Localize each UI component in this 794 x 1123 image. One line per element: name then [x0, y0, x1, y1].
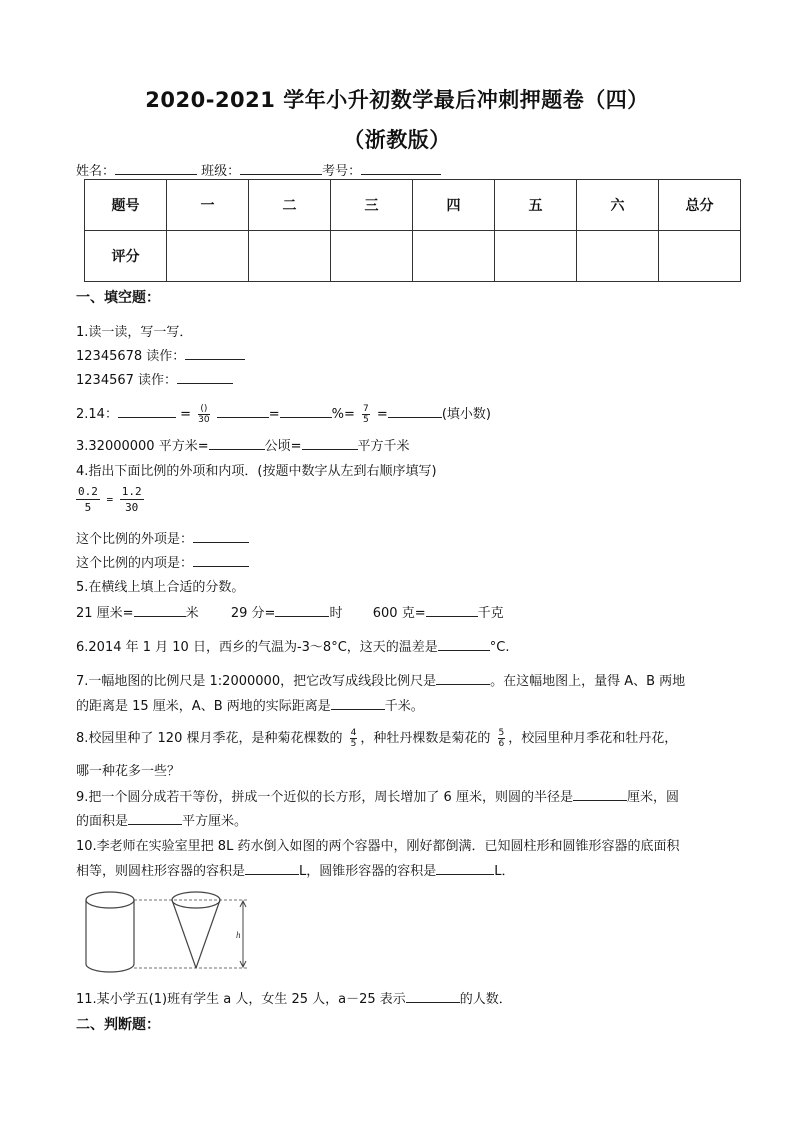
header-cell: 六: [577, 180, 659, 231]
q4-outer: [76, 528, 249, 547]
q5-blank-a[interactable]: [134, 604, 186, 617]
q4-inner-label: 这个比例的内项是：: [76, 556, 194, 571]
q11-blank[interactable]: [406, 990, 460, 1003]
q10-l2a: 相等，则圆柱形容器的容积是: [76, 864, 246, 879]
exam-no-blank[interactable]: [361, 162, 441, 175]
cylinder-top: [86, 892, 134, 908]
page-subtitle: （浙教版）: [343, 128, 451, 152]
q1-a-label: 12345678 读作：: [76, 349, 186, 364]
height-label: h: [236, 930, 241, 940]
q7-l2b: 千米。: [384, 699, 424, 714]
cone-left-edge: [172, 900, 196, 968]
section-2-heading: 二、判断题：: [76, 1017, 160, 1033]
q9-l2b: 平方厘米。: [182, 814, 248, 829]
q5-b2: 时: [329, 606, 343, 621]
q5-blank-c[interactable]: [426, 604, 478, 617]
q1-b-label: 1234567 读作：: [76, 373, 178, 388]
score-cell[interactable]: [659, 231, 741, 282]
q9-blank-1[interactable]: [573, 788, 627, 801]
q4-fraction-1: [76, 484, 100, 515]
cylinder-bottom: [86, 964, 134, 972]
q2-frac2-num: 7: [363, 404, 369, 414]
q6-prefix: 6.2014 年 1 月 10 日，西乡的气温为-3～8°C，这天的温差是: [76, 640, 438, 655]
q4-f1-den: 5: [84, 501, 92, 514]
q2-eq: =: [376, 407, 388, 422]
q4-f1-num: 0.2: [78, 485, 98, 498]
q8-line1: [76, 727, 677, 749]
q6-blank[interactable]: [438, 638, 490, 651]
q4-text: 4.指出下面比例的外项和内项．(按题中数字从左到右顺序填写): [76, 464, 437, 479]
header-cell: 题号: [85, 180, 167, 231]
q11-a: 11.某小学五(1)班有学生 a 人，女生 25 人，a－25 表示: [76, 992, 406, 1007]
q8-f1-num: 4: [350, 728, 357, 738]
q7-blank-1[interactable]: [436, 672, 490, 685]
header-cell: 二: [249, 180, 331, 231]
q2-eq: =: [268, 407, 280, 422]
q1-b: [76, 369, 233, 388]
q6-suffix: °C.: [489, 640, 510, 655]
score-table: [84, 179, 741, 282]
q4-inner-blank[interactable]: [193, 554, 249, 567]
q1-a: [76, 345, 245, 364]
q5-blank-b[interactable]: [275, 604, 329, 617]
page-title: 2020-2021 学年小升初数学最后冲刺押题卷（四）: [145, 88, 649, 112]
q4-inner: [76, 552, 249, 571]
q1-a-blank[interactable]: [185, 347, 245, 360]
q2-frac1-den: 30: [198, 415, 210, 425]
q2-frac2-den: 5: [363, 415, 369, 425]
q10-line1: 10.李老师在实验室里把 8L 药水倒入如图的两个容器中，刚好都倒满．已知圆柱形和圆锥形容器的底面积: [76, 839, 680, 854]
score-cell[interactable]: [413, 231, 495, 282]
q9-blank-2[interactable]: [128, 812, 182, 825]
header-cell: 一: [167, 180, 249, 231]
q3-blank-1[interactable]: [209, 437, 265, 450]
q5-b1: 29 分=: [230, 606, 276, 621]
q2-blank-3[interactable]: [280, 405, 332, 418]
class-blank[interactable]: [240, 162, 322, 175]
q10-line2: [76, 860, 515, 879]
q3-suffix: 平方千米: [357, 439, 410, 454]
q8-c: ，校园里种月季花和牡丹花，: [508, 731, 678, 746]
header-cell: 三: [331, 180, 413, 231]
name-label: 姓名：: [76, 164, 116, 179]
q4-eq: =: [106, 493, 114, 506]
q2-suffix: (填小数): [441, 407, 491, 422]
q4-outer-label: 这个比例的外项是：: [76, 532, 194, 547]
score-cell[interactable]: [249, 231, 331, 282]
score-table-score-row: [85, 231, 741, 282]
q1-text: 1.读一读，写一写．: [76, 325, 193, 340]
q10-blank-1[interactable]: [245, 862, 299, 875]
name-blank[interactable]: [115, 162, 197, 175]
q1-b-blank[interactable]: [177, 371, 233, 384]
q5-c1: 600 克=: [372, 606, 426, 621]
q2-blank-2[interactable]: [217, 405, 269, 418]
q10-l2b: L，圆锥形容器的容积是: [299, 864, 437, 879]
q10-blank-2[interactable]: [436, 862, 494, 875]
header-cell: 四: [413, 180, 495, 231]
q7-line2: [76, 695, 424, 714]
q2-blank-1[interactable]: [118, 405, 176, 418]
header-cell: 五: [495, 180, 577, 231]
q3-mid: 公顷=: [264, 439, 302, 454]
q8-b: ，种牡丹棵数是菊花的: [360, 731, 491, 746]
q8-fraction-2: [498, 728, 506, 749]
q2-blank-4[interactable]: [388, 405, 442, 418]
q5-text: 5.在横线上填上合适的分数。: [76, 580, 245, 595]
q11: [76, 988, 512, 1007]
q7-l1b: 。在这幅地图上，量得 A、B 两地: [490, 674, 686, 689]
q8-f2-den: 6: [498, 739, 505, 749]
q2-fraction-2: [362, 404, 370, 425]
cone-right-edge: [196, 900, 220, 968]
q3: [76, 435, 410, 454]
q4-f2-num: 1.2: [121, 485, 142, 498]
q6: [76, 636, 510, 655]
q4-proportion: [76, 484, 144, 515]
q8-fraction-1: [350, 728, 358, 749]
score-cell[interactable]: [495, 231, 577, 282]
q3-prefix: 3.32000000 平方米=: [76, 439, 209, 454]
q7-l2a: 的距离是 15 厘米，A、B 两地的实际距离是: [76, 699, 331, 714]
q2-fraction-1: [198, 404, 209, 425]
q2-eq: =: [180, 407, 191, 422]
score-cell[interactable]: [167, 231, 249, 282]
q8-line2: 哪一种花多一些？: [76, 764, 181, 779]
q4-fraction-2: [120, 484, 144, 515]
q2-prefix: 2.14：: [76, 407, 118, 422]
score-cell[interactable]: [577, 231, 659, 282]
q5-a2: 米: [185, 606, 199, 621]
row-label-cell: 评分: [85, 231, 167, 282]
q5-c2: 千克: [477, 606, 504, 621]
q5-a1: 21 厘米=: [76, 606, 134, 621]
score-table-header-row: [85, 180, 741, 231]
section-1-heading: 一、填空题：: [76, 290, 160, 306]
q5-items: [76, 602, 504, 621]
q2: [76, 403, 491, 425]
q4-outer-blank[interactable]: [193, 530, 249, 543]
q7-blank-2[interactable]: [331, 697, 385, 710]
q2-percent: %=: [331, 407, 355, 422]
q8-a: 8.校园里种了 120 棵月季花，是种菊花棵数的: [76, 731, 343, 746]
q7-line1: [76, 670, 685, 689]
q3-blank-2[interactable]: [302, 437, 358, 450]
q10-l2c: L．: [494, 864, 515, 879]
q8-f1-den: 5: [350, 739, 357, 749]
cylinder-cone-figure: [80, 888, 270, 978]
q9-l1a: 9.把一个圆分成若干等份，拼成一个近似的长方形，周长增加了 6 厘米，则圆的半径是: [76, 790, 573, 805]
header-cell: 总分: [659, 180, 741, 231]
q2-frac1-num: (): [198, 404, 209, 415]
exam-no-label: 考号：: [322, 164, 362, 179]
student-info: [76, 160, 441, 179]
q9-line1: [76, 786, 679, 805]
score-cell[interactable]: [331, 231, 413, 282]
q8-f2-num: 5: [498, 728, 505, 738]
q9-l2a: 的面积是: [76, 814, 129, 829]
q9-l1b: 厘米，圆: [626, 790, 679, 805]
class-label: 班级：: [201, 164, 241, 179]
q9-line2: [76, 810, 247, 829]
q7-l1a: 7.一幅地图的比例尺是 1:2000000，把它改写成线段比例尺是: [76, 674, 437, 689]
q11-b: 的人数．: [459, 992, 512, 1007]
q4-f2-den: 30: [125, 501, 139, 514]
